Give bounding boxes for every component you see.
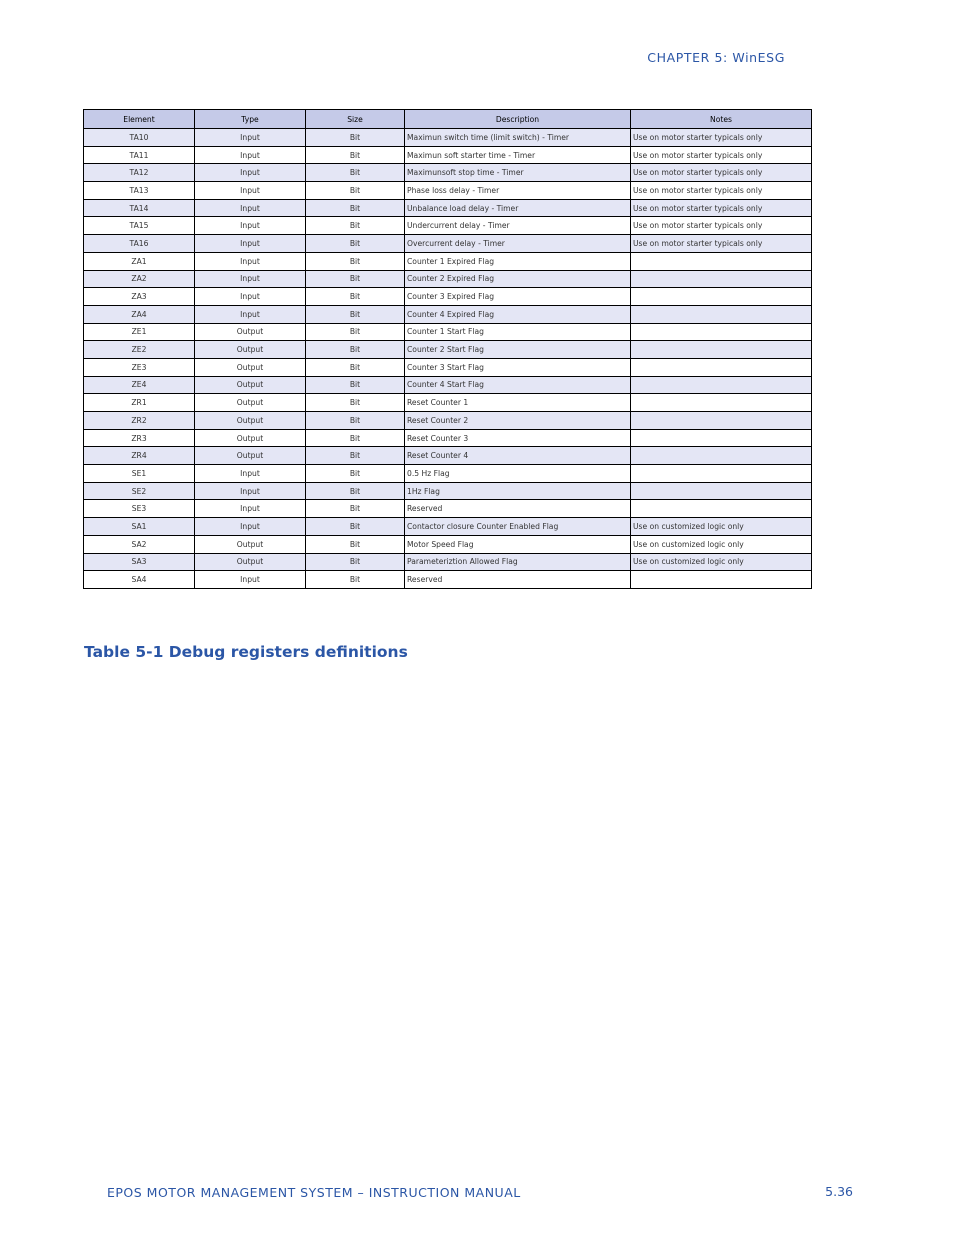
cell-type: Input	[195, 305, 306, 323]
cell-element: ZE4	[84, 376, 195, 394]
column-header-element: Element	[84, 110, 195, 129]
table-row	[84, 217, 812, 235]
cell-type: Input	[195, 164, 306, 182]
table-row	[84, 199, 812, 217]
cell-element: ZA1	[84, 252, 195, 270]
table-row	[84, 164, 812, 182]
cell-element: SA1	[84, 518, 195, 536]
cell-type: Output	[195, 535, 306, 553]
cell-size: Bit	[306, 535, 405, 553]
chapter-header: CHAPTER 5: WinESG	[647, 50, 785, 65]
cell-element: ZE1	[84, 323, 195, 341]
cell-description: Reset Counter 4	[405, 447, 631, 465]
cell-size: Bit	[306, 305, 405, 323]
table-row	[84, 500, 812, 518]
table-row	[84, 394, 812, 412]
cell-element: SE1	[84, 465, 195, 483]
debug-registers-table	[83, 109, 812, 589]
cell-element: ZR4	[84, 447, 195, 465]
cell-description: Counter 2 Expired Flag	[405, 270, 631, 288]
cell-size: Bit	[306, 235, 405, 253]
cell-notes	[631, 252, 812, 270]
cell-type: Input	[195, 270, 306, 288]
footer-manual-title: EPOS MOTOR MANAGEMENT SYSTEM – INSTRUCTION MANUAL	[107, 1185, 521, 1200]
cell-type: Output	[195, 394, 306, 412]
cell-notes	[631, 394, 812, 412]
cell-notes: Use on customized logic only	[631, 553, 812, 571]
column-header-type: Type	[195, 110, 306, 129]
cell-size: Bit	[306, 199, 405, 217]
table-row	[84, 341, 812, 359]
cell-description: Motor Speed Flag	[405, 535, 631, 553]
cell-size: Bit	[306, 394, 405, 412]
cell-size: Bit	[306, 129, 405, 147]
cell-notes	[631, 447, 812, 465]
cell-size: Bit	[306, 447, 405, 465]
table-row	[84, 553, 812, 571]
cell-type: Input	[195, 288, 306, 306]
cell-notes: Use on motor starter typicals only	[631, 164, 812, 182]
table-body	[84, 129, 812, 589]
cell-description: Counter 3 Start Flag	[405, 358, 631, 376]
table-row	[84, 465, 812, 483]
cell-size: Bit	[306, 252, 405, 270]
cell-element: ZA2	[84, 270, 195, 288]
cell-notes	[631, 323, 812, 341]
cell-type: Output	[195, 447, 306, 465]
cell-size: Bit	[306, 146, 405, 164]
cell-type: Output	[195, 553, 306, 571]
cell-notes: Use on customized logic only	[631, 535, 812, 553]
cell-description: Phase loss delay - Timer	[405, 182, 631, 200]
cell-size: Bit	[306, 217, 405, 235]
cell-description: Unbalance load delay - Timer	[405, 199, 631, 217]
cell-notes	[631, 376, 812, 394]
cell-element: SA4	[84, 571, 195, 589]
cell-description: Counter 4 Expired Flag	[405, 305, 631, 323]
cell-notes	[631, 429, 812, 447]
cell-element: SE2	[84, 482, 195, 500]
cell-type: Output	[195, 323, 306, 341]
cell-type: Input	[195, 146, 306, 164]
cell-element: TA11	[84, 146, 195, 164]
table-row	[84, 270, 812, 288]
cell-size: Bit	[306, 376, 405, 394]
footer-page-number: 5.36	[825, 1184, 853, 1199]
cell-description: Maximunsoft stop time - Timer	[405, 164, 631, 182]
table-row	[84, 358, 812, 376]
cell-notes: Use on motor starter typicals only	[631, 199, 812, 217]
cell-type: Input	[195, 252, 306, 270]
cell-notes: Use on motor starter typicals only	[631, 146, 812, 164]
cell-element: ZE2	[84, 341, 195, 359]
table-row	[84, 323, 812, 341]
cell-description: Counter 4 Start Flag	[405, 376, 631, 394]
cell-type: Input	[195, 465, 306, 483]
cell-size: Bit	[306, 412, 405, 430]
cell-notes: Use on motor starter typicals only	[631, 217, 812, 235]
cell-description: Counter 3 Expired Flag	[405, 288, 631, 306]
cell-size: Bit	[306, 500, 405, 518]
cell-notes	[631, 358, 812, 376]
cell-notes	[631, 465, 812, 483]
cell-description: Contactor closure Counter Enabled Flag	[405, 518, 631, 536]
cell-element: ZA4	[84, 305, 195, 323]
cell-description: Reserved	[405, 571, 631, 589]
cell-size: Bit	[306, 571, 405, 589]
cell-type: Output	[195, 341, 306, 359]
column-header-description: Description	[405, 110, 631, 129]
cell-element: TA16	[84, 235, 195, 253]
cell-size: Bit	[306, 518, 405, 536]
cell-notes	[631, 500, 812, 518]
cell-description: Overcurrent delay - Timer	[405, 235, 631, 253]
cell-notes: Use on motor starter typicals only	[631, 182, 812, 200]
table-row	[84, 571, 812, 589]
cell-element: ZR1	[84, 394, 195, 412]
cell-description: Counter 1 Expired Flag	[405, 252, 631, 270]
table-row	[84, 235, 812, 253]
cell-type: Input	[195, 482, 306, 500]
table-caption: Table 5-1 Debug registers definitions	[84, 643, 408, 661]
cell-notes	[631, 571, 812, 589]
cell-description: 0.5 Hz Flag	[405, 465, 631, 483]
cell-element: ZR2	[84, 412, 195, 430]
cell-element: SA2	[84, 535, 195, 553]
cell-notes	[631, 305, 812, 323]
table-row	[84, 129, 812, 147]
table-row	[84, 447, 812, 465]
cell-element: TA15	[84, 217, 195, 235]
cell-type: Input	[195, 500, 306, 518]
cell-size: Bit	[306, 341, 405, 359]
cell-size: Bit	[306, 429, 405, 447]
cell-size: Bit	[306, 288, 405, 306]
cell-description: Maximun soft starter time - Timer	[405, 146, 631, 164]
cell-element: TA12	[84, 164, 195, 182]
cell-size: Bit	[306, 482, 405, 500]
cell-element: TA14	[84, 199, 195, 217]
cell-size: Bit	[306, 164, 405, 182]
cell-description: Undercurrent delay - Timer	[405, 217, 631, 235]
cell-type: Input	[195, 199, 306, 217]
table-row	[84, 376, 812, 394]
table-row	[84, 429, 812, 447]
cell-type: Output	[195, 412, 306, 430]
cell-element: SE3	[84, 500, 195, 518]
cell-size: Bit	[306, 358, 405, 376]
cell-description: Reserved	[405, 500, 631, 518]
cell-notes: Use on customized logic only	[631, 518, 812, 536]
cell-notes	[631, 482, 812, 500]
cell-type: Input	[195, 518, 306, 536]
cell-type: Output	[195, 376, 306, 394]
cell-notes	[631, 288, 812, 306]
cell-element: TA10	[84, 129, 195, 147]
cell-size: Bit	[306, 553, 405, 571]
cell-notes: Use on motor starter typicals only	[631, 235, 812, 253]
table-row	[84, 482, 812, 500]
cell-type: Input	[195, 217, 306, 235]
cell-description: Reset Counter 2	[405, 412, 631, 430]
cell-element: ZE3	[84, 358, 195, 376]
cell-type: Input	[195, 235, 306, 253]
table-row	[84, 146, 812, 164]
cell-element: SA3	[84, 553, 195, 571]
cell-size: Bit	[306, 465, 405, 483]
cell-description: Counter 2 Start Flag	[405, 341, 631, 359]
cell-description: 1Hz Flag	[405, 482, 631, 500]
cell-description: Reset Counter 1	[405, 394, 631, 412]
cell-size: Bit	[306, 182, 405, 200]
cell-element: TA13	[84, 182, 195, 200]
cell-size: Bit	[306, 323, 405, 341]
cell-notes	[631, 412, 812, 430]
column-header-notes: Notes	[631, 110, 812, 129]
cell-type: Input	[195, 129, 306, 147]
cell-description: Parameteriztion Allowed Flag	[405, 553, 631, 571]
table-row	[84, 252, 812, 270]
cell-type: Output	[195, 429, 306, 447]
cell-type: Input	[195, 182, 306, 200]
cell-type: Output	[195, 358, 306, 376]
table-row	[84, 412, 812, 430]
cell-element: ZR3	[84, 429, 195, 447]
cell-description: Reset Counter 3	[405, 429, 631, 447]
table-row	[84, 305, 812, 323]
cell-description: Counter 1 Start Flag	[405, 323, 631, 341]
table-header-row	[84, 110, 812, 129]
cell-size: Bit	[306, 270, 405, 288]
cell-description: Maximun switch time (limit switch) - Timer	[405, 129, 631, 147]
cell-element: ZA3	[84, 288, 195, 306]
table-row	[84, 182, 812, 200]
table-row	[84, 518, 812, 536]
column-header-size: Size	[306, 110, 405, 129]
cell-type: Input	[195, 571, 306, 589]
cell-notes	[631, 341, 812, 359]
table-row	[84, 288, 812, 306]
cell-notes	[631, 270, 812, 288]
table-row	[84, 535, 812, 553]
cell-notes: Use on motor starter typicals only	[631, 129, 812, 147]
